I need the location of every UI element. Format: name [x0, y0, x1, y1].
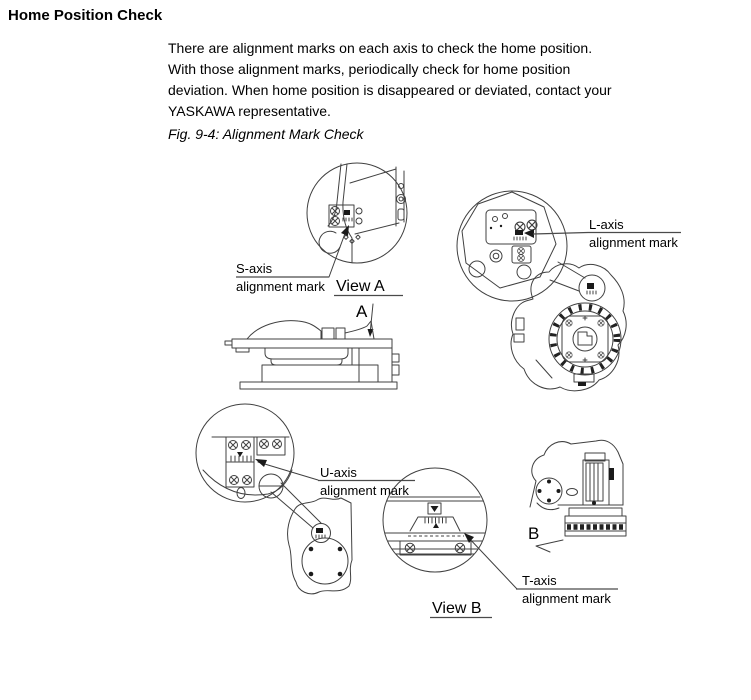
- svg-text:A: A: [356, 302, 368, 321]
- l-axis-detail-view: [457, 191, 567, 301]
- s-axis-label: [236, 261, 329, 294]
- l-axis-label-line1: L-axis: [589, 217, 624, 232]
- u-axis-label-line2: alignment mark: [320, 483, 409, 498]
- view-a-pointer: [356, 302, 374, 337]
- t-axis-label-line2: alignment mark: [522, 591, 611, 606]
- s-axis-detail-view: [307, 163, 407, 263]
- t-axis-alignment-mark: [433, 523, 439, 528]
- view-a-label: [334, 278, 403, 296]
- svg-text:B: B: [528, 524, 540, 543]
- paragraph-line: deviation. When home position is disappeared or deviated, contact your: [168, 82, 612, 98]
- paragraph-line: There are alignment marks on each axis to check the home position.: [168, 40, 593, 56]
- s-axis-label-line2: alignment mark: [236, 279, 325, 294]
- l-axis-alignment-mark: [515, 230, 523, 235]
- t-axis-wrist-drawing: [530, 440, 626, 536]
- page-title: Home Position Check: [8, 7, 163, 24]
- robot-base-side-view: [225, 321, 399, 389]
- u-axis-joint-drawing: [271, 483, 352, 594]
- s-axis-label-line1: S-axis: [236, 261, 273, 276]
- u-axis-alignment-mark: [237, 452, 243, 457]
- u-axis-label-line1: U-axis: [320, 465, 357, 480]
- l-axis-label-line2: alignment mark: [589, 235, 678, 250]
- view-b-label: [430, 600, 492, 618]
- t-axis-leader-arrow: [464, 533, 517, 589]
- t-axis-label: [516, 573, 618, 606]
- l-axis-label: [589, 217, 678, 250]
- u-axis-leader-arrow: [255, 459, 318, 480]
- svg-text:View A: View A: [336, 278, 385, 295]
- svg-text:View B: View B: [432, 600, 482, 617]
- t-axis-label-line1: T-axis: [522, 573, 557, 588]
- u-axis-detail-view: [196, 404, 294, 502]
- s-axis-alignment-mark: [344, 210, 350, 215]
- view-b-pointer: [528, 524, 563, 552]
- figure-caption: Fig. 9-4: Alignment Mark Check: [168, 126, 364, 142]
- paragraph-line: With those alignment marks, periodically check for home position: [168, 61, 571, 77]
- paragraph-line: YASKAWA representative.: [168, 103, 331, 119]
- l-axis-flange-drawing: [511, 262, 626, 391]
- s-axis-leader-arrow: [329, 225, 349, 277]
